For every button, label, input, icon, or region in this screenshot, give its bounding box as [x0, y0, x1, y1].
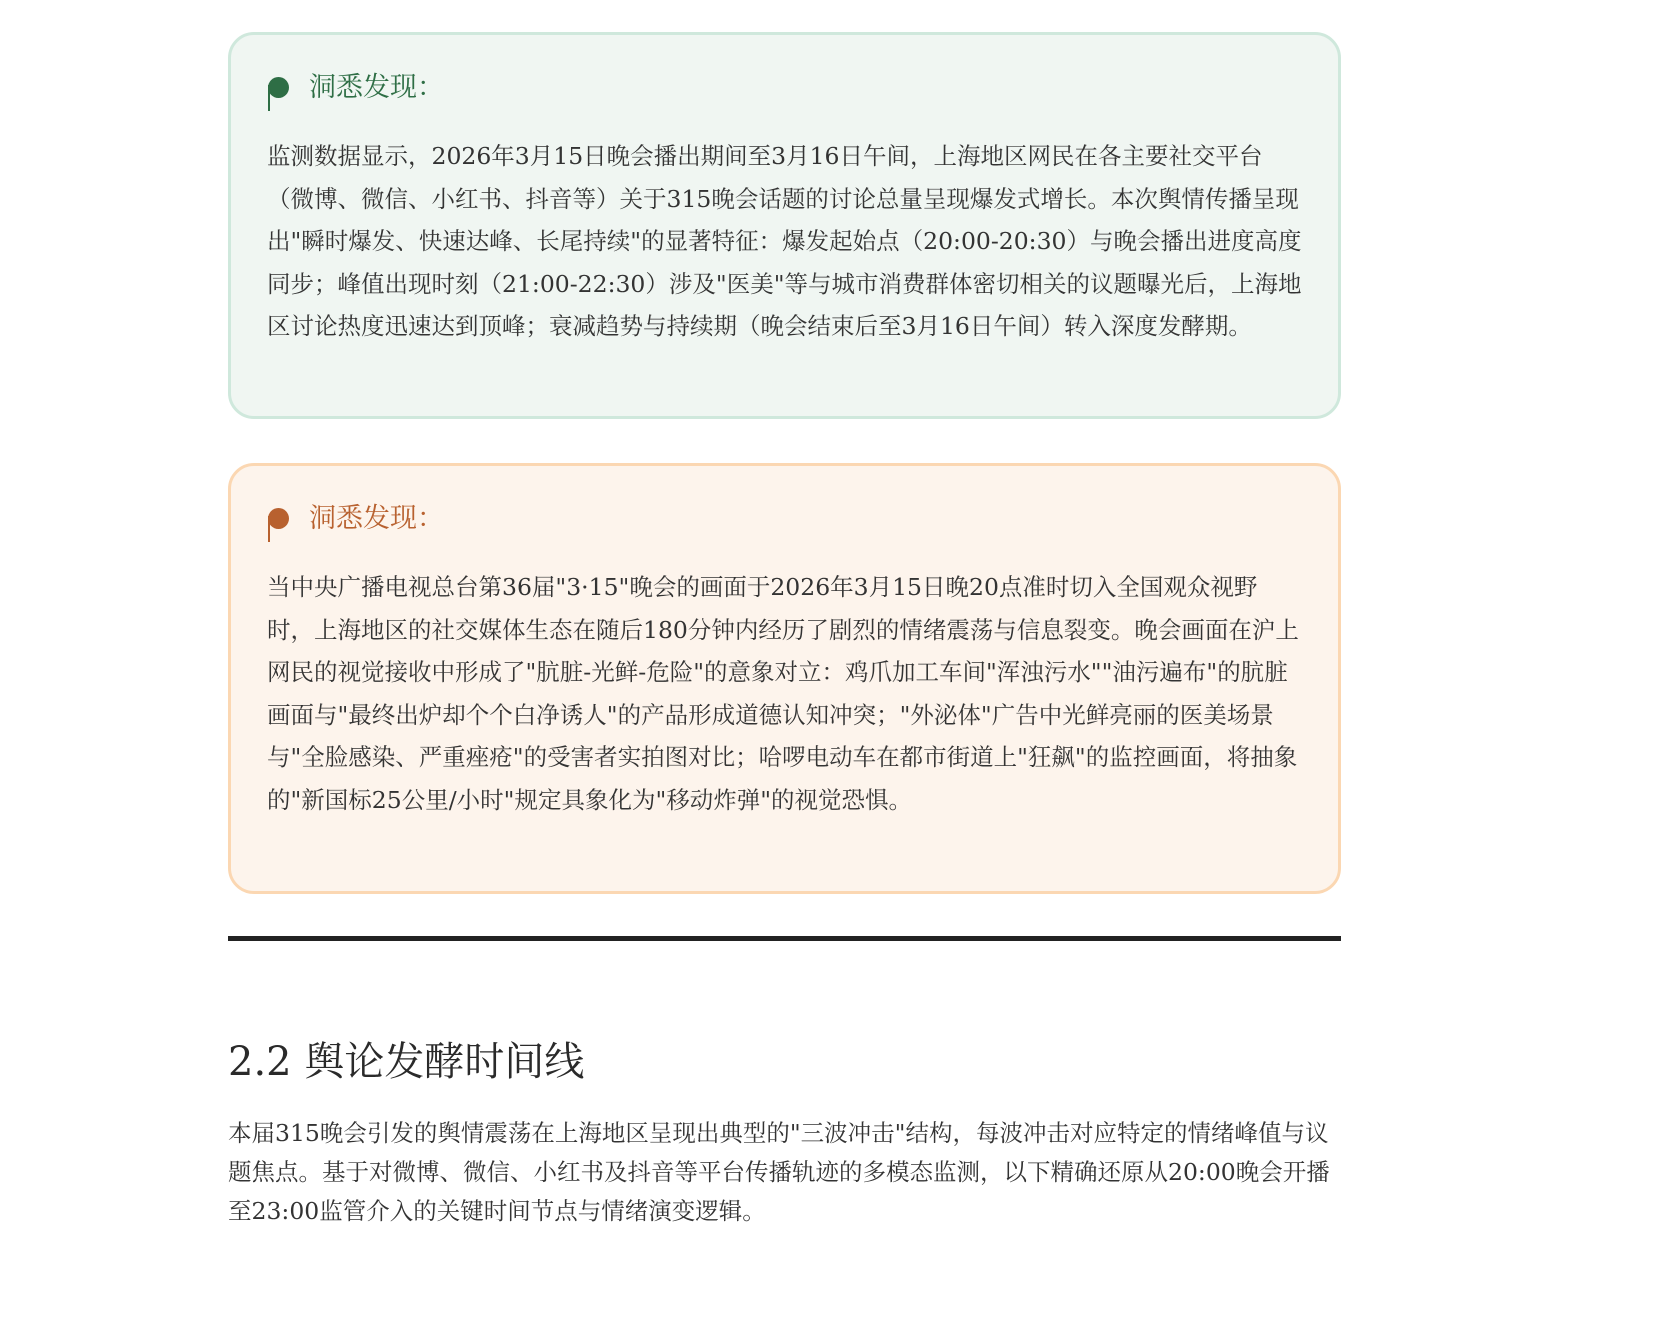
section-paragraph: 本届315晚会引发的舆情震荡在上海地区呈现出典型的"三波冲击"结构，每波冲击对应特定的情绪峰值与议题焦点。基于对微博、微信、小红书及抖音等平台传播轨迹的多模态监测，以下精确还原从20:00晚会开播至23:00监管介入的关键时间节点与情绪演变逻辑。	[228, 1119, 1330, 1225]
section-divider	[228, 936, 1341, 941]
insight-callout-orange	[228, 463, 1341, 894]
section-heading: 2.2 舆论发酵时间线	[228, 1039, 585, 1085]
pin-icon	[267, 77, 291, 127]
insight-callout-green	[228, 32, 1341, 419]
callout-title: 洞悉发现：	[309, 503, 444, 534]
callout-body: 监测数据显示，2026年3月15日晚会播出期间至3月16日午间，上海地区网民在各主要社交平台（微博、微信、小红书、抖音等）关于315晚会话题的讨论总量呈现爆发式增长。本次舆情传播呈现出"瞬时爆发、快速达峰、长尾持续"的显著特征：爆发起始点（20:00-20:30）与晚会播出进度高度同步；峰值出现时刻（21:00-22:30）涉及"医美"等与城市消费群体密切相关的议题曝光后，上海地区讨论热度迅速达到顶峰；衰减趋势与持续期（晚会结束后至3月16日午间）转入深度发酵期。	[267, 142, 1302, 340]
callout-title: 洞悉发现：	[309, 72, 444, 103]
pin-icon	[267, 508, 291, 558]
callout-body: 当中央广播电视总台第36届"3·15"晚会的画面于2026年3月15日晚20点准时切入全国观众视野时，上海地区的社交媒体生态在随后180分钟内经历了剧烈的情绪震荡与信息裂变。晚会画面在沪上网民的视觉接收中形成了"肮脏-光鲜-危险"的意象对立：鸡爪加工车间"浑浊污水""油污遍布"的肮脏画面与"最终出炉却个个白净诱人"的产品形成道德认知冲突；"外泌体"广告中光鲜亮丽的医美场景与"全脸感染、严重痤疮"的受害者实拍图对比；哈啰电动车在都市街道上"狂飙"的监控画面，将抽象的"新国标25公里/小时"规定具象化为"移动炸弹"的视觉恐惧。	[267, 573, 1299, 814]
